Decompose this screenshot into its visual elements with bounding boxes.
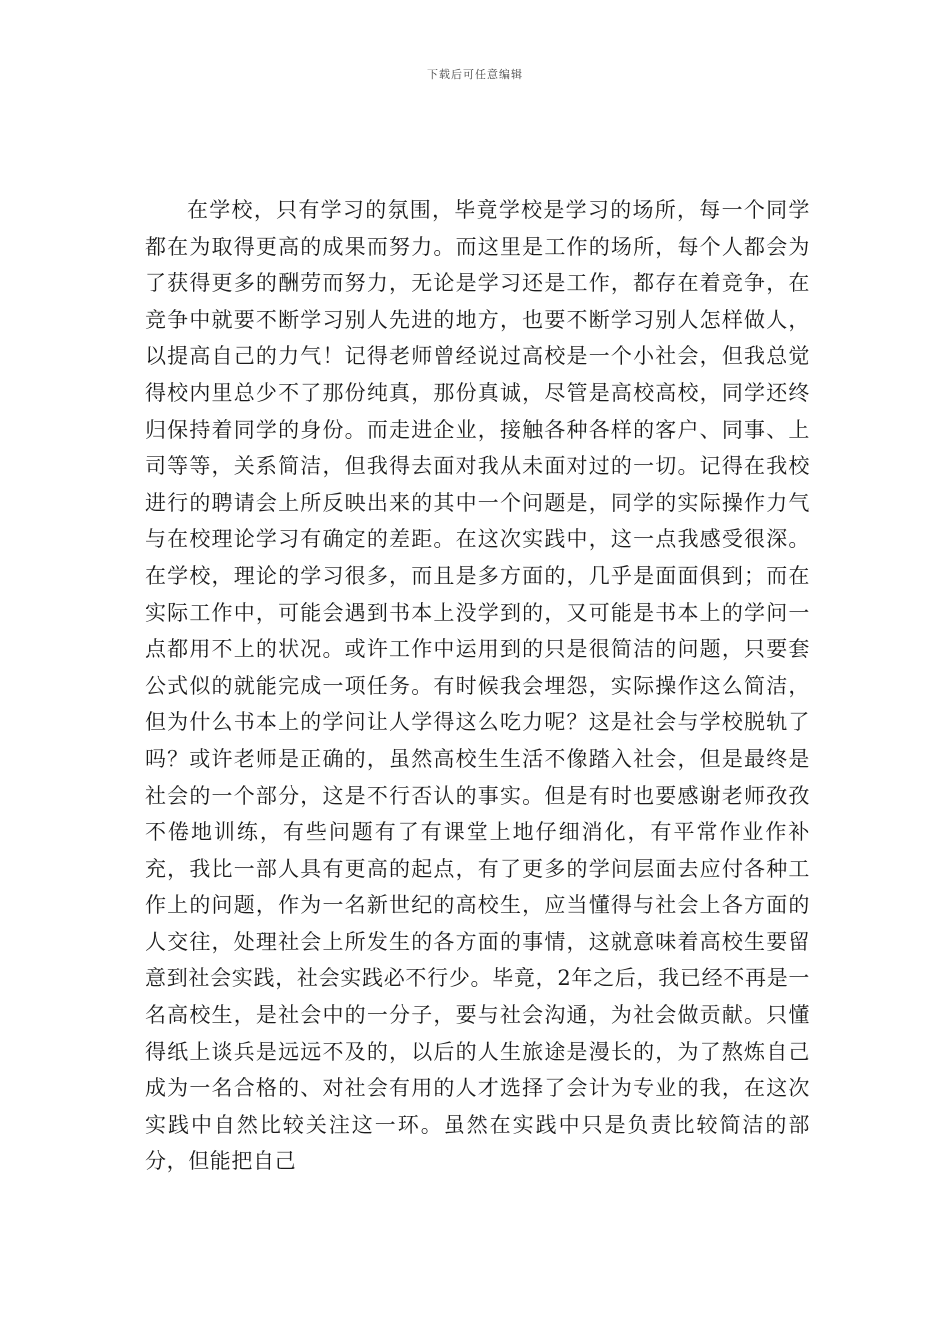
header-note: 下载后可任意编辑	[427, 68, 523, 81]
body-paragraph: 在学校，只有学习的氛围，毕竟学校是学习的场所，每一个同学都在为取得更高的成果而努力。而这里是工作的场所，每个人都会为了获得更多的酬劳而努力，无论是学习还是工作，都存在着竞争，在竞争中就要不断学习别人先进的地方，也要不断学习别人怎样做人，以提高自己的力气！记得老师曾经说过高校是一个小社会，但我总觉得校内里总少不了那份纯真，那份真诚，尽管是高校高校，同学还终归保持着同学的身份。而走进企业，接触各种各样的客户、同事、上司等等，关系简洁，但我得去面对我从未面对过的一切。记得在我校进行的聘请会上所反映出来的其中一个问题是，同学的实际操作力气与在校理论学习有确定的差距。在这次实践中，这一点我感受很深。在学校，理论的学习很多，而且是多方面的，几乎是面面俱到；而在实际工作中，可能会遇到书本上没学到的，又可能是书本上的学问一点都用不上的状况。或许工作中运用到的只是很简洁的问题，只要套公式似的就能完成一项任务。有时候我会埋怨，实际操作这么简洁，但为什么书本上的学问让人学得这么吃力呢？这是社会与学校脱轨了吗？或许老师是正确的，虽然高校生生活不像踏入社会，但是最终是社会的一个部分，这是不行否认的事实。但是有时也要感谢老师孜孜不倦地训练，有些问题有了有课堂上地仔细消化，有平常作业作补充，我比一部人具有更高的起点，有了更多的学问层面去应付各种工作上的问题，作为一名新世纪的高校生，应当懂得与社会上各方面的人交往，处理社会上所发生的各方面的事情，这就意味着高校生要留意到社会实践，社会实践必不行少。毕竟，2年之后，我已经不再是一名高校生，是社会中的一分子，要与社会沟通，为社会做贡献。只懂得纸上谈兵是远远不及的，以后的人生旅途是漫长的，为了熬炼自己成为一名合格的、对社会有用的人才选择了会计为专业的我，在这次实践中自然比较关注这一环。虽然在实践中只是负责比较简洁的部分，但能把自己	[145, 198, 810, 1174]
